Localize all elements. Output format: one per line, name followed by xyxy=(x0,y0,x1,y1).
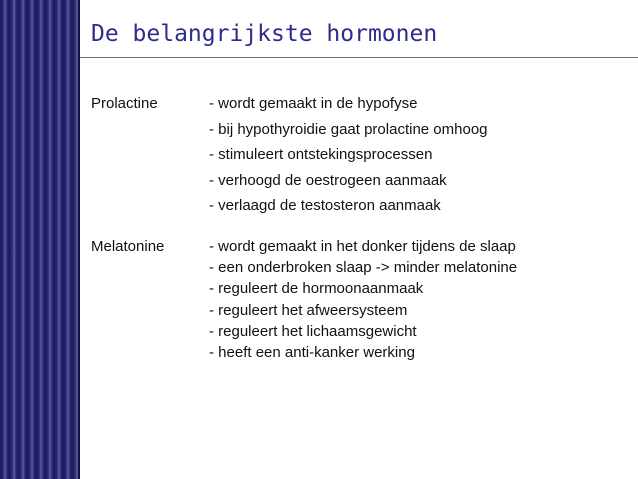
title-divider xyxy=(80,57,638,58)
list-item: - heeft een anti-kanker werking xyxy=(209,343,415,361)
list-item: - reguleert de hormoonaanmaak xyxy=(209,280,424,298)
list-item: - een onderbroken slaap -> minder melatonine xyxy=(209,259,518,277)
prolactine-item-list xyxy=(209,95,488,223)
melatonine-item-list xyxy=(209,238,517,365)
list-item: - bij hypothyroidie gaat prolactine omhoog xyxy=(209,120,488,138)
slide-title: De belangrijkste hormonen xyxy=(91,21,438,47)
list-item: - verhoogd de oestrogeen aanmaak xyxy=(209,171,447,189)
section-label-melatonine: Melatonine xyxy=(91,238,165,255)
decorative-stripe-band xyxy=(0,0,80,479)
list-item: - verlaagd de testosteron aanmaak xyxy=(209,197,441,214)
list-item: - reguleert het lichaamsgewicht xyxy=(209,322,417,340)
list-item: - stimuleert ontstekingsprocessen xyxy=(209,146,433,163)
section-label-prolactine: Prolactine xyxy=(91,95,158,112)
list-item: - reguleert het afweersysteem xyxy=(209,301,408,319)
list-item: - wordt gemaakt in de hypofyse xyxy=(209,95,418,112)
list-item: - wordt gemaakt in het donker tijdens de slaap xyxy=(209,238,516,255)
